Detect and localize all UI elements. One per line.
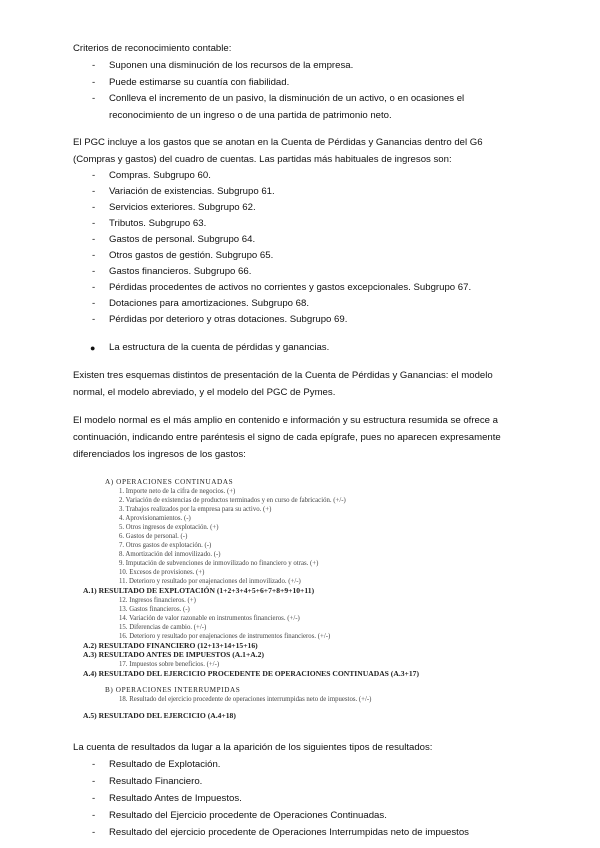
figure-line: 3. Trabajos realizados por la empresa para su activo. (+) — [119, 506, 272, 513]
criterio-item-continuation: reconocimiento de un ingreso o de una partida de patrimonio neto. — [109, 110, 392, 121]
subgroup-item: Compras. Subgrupo 60. — [109, 170, 211, 181]
dash-marker: - — [92, 170, 96, 181]
result-a3: A.3) RESULTADO ANTES DE IMPUESTOS (A.1+A.2) — [83, 650, 264, 659]
dash-marker: - — [92, 218, 96, 229]
result-a4: A.4) RESULTADO DEL EJERCICIO PROCEDENTE DE OPERACIONES CONTINUADAS (A.3+17) — [83, 669, 419, 678]
dash-marker: - — [92, 759, 96, 770]
dash-marker: - — [92, 810, 96, 821]
criterio-item: Suponen una disminución de los recursos de la empresa. — [109, 60, 354, 71]
resultados-intro: La cuenta de resultados da lugar a la aparición de los siguientes tipos de resultados: — [73, 742, 433, 753]
figure-line: 12. Ingresos financieros. (+) — [119, 597, 196, 604]
dash-marker: - — [92, 60, 96, 71]
subgroup-item: Dotaciones para amortizaciones. Subgrupo 68. — [109, 298, 309, 309]
resultado-item: Resultado del ejercicio procedente de Operaciones Interrumpidas neto de impuestos — [109, 827, 469, 838]
figure-line: 2. Variación de existencias de productos terminados y en curso de fabricación. (+/-) — [119, 497, 346, 504]
subgroup-item: Pérdidas procedentes de activos no corrientes y gastos excepcionales. Subgrupo 67. — [109, 282, 472, 293]
figure-line: 17. Impuestos sobre beneficios. (+/-) — [119, 661, 220, 668]
bullet-icon: ● — [90, 343, 96, 353]
dash-marker: - — [92, 234, 96, 245]
dash-marker: - — [92, 314, 96, 325]
criterio-item: Conlleva el incremento de un pasivo, la disminución de un activo, o en ocasiones el — [109, 93, 465, 104]
resultado-item: Resultado Antes de Impuestos. — [109, 793, 242, 804]
result-a5: A.5) RESULTADO DEL EJERCICIO (A.4+18) — [83, 711, 236, 720]
subgroup-item: Gastos financieros. Subgrupo 66. — [109, 266, 252, 277]
dash-marker: - — [92, 186, 96, 197]
figure-line: 14. Variación de valor razonable en instrumentos financieros. (+/-) — [119, 615, 300, 622]
result-a1: A.1) RESULTADO DE EXPLOTACIÓN (1+2+3+4+5+6+7+8+9+10+11) — [83, 586, 315, 595]
pgc-intro-line2: (Compras y gastos) del cuadro de cuentas. Las partidas más habituales de ingresos son: — [73, 154, 452, 165]
dash-marker: - — [92, 827, 96, 838]
figure-line: 15. Diferencias de cambio. (+/-) — [119, 624, 207, 631]
figure-line: 11. Deterioro y resultado por enajenaciones del inmovilizado. (+/-) — [119, 578, 301, 585]
estructura-para1-line2: normal, el modelo abreviado, y el modelo del PGC de Pymes. — [73, 387, 336, 398]
subgroup-item: Otros gastos de gestión. Subgrupo 65. — [109, 250, 274, 261]
resultado-item: Resultado del Ejercicio procedente de Operaciones Continuadas. — [109, 810, 387, 821]
figure-line: 13. Gastos financieros. (-) — [119, 606, 190, 613]
result-a2: A.2) RESULTADO FINANCIERO (12+13+14+15+16) — [83, 641, 258, 650]
figure-line: 8. Amortización del inmovilizado. (-) — [119, 551, 221, 558]
criterio-item: Puede estimarse su cuantía con fiabilidad. — [109, 77, 290, 88]
dash-marker: - — [92, 250, 96, 261]
subgroup-item: Tributos. Subgrupo 63. — [109, 218, 207, 229]
estructura-para2-line3: diferenciados los ingresos de los gastos: — [73, 449, 246, 460]
dash-marker: - — [92, 776, 96, 787]
dash-marker: - — [92, 202, 96, 213]
subgroup-item: Gastos de personal. Subgrupo 64. — [109, 234, 256, 245]
figure-line: 6. Gastos de personal. (-) — [119, 533, 188, 540]
dash-marker: - — [92, 282, 96, 293]
estructura-para2-line1: El modelo normal es el más amplio en contenido e información y su estructura resumida se ofrece a — [73, 415, 498, 426]
dash-marker: - — [92, 77, 96, 88]
figure-line: 4. Aprovisionamientos. (-) — [119, 515, 191, 522]
figure-line: 5. Otros ingresos de explotación. (+) — [119, 524, 219, 531]
figure-line: 10. Excesos de provisiones. (+) — [119, 569, 205, 576]
section-b-heading: B) OPERACIONES INTERRUMPIDAS — [105, 686, 241, 694]
subgroup-item: Variación de existencias. Subgrupo 61. — [109, 186, 275, 197]
dash-marker: - — [92, 266, 96, 277]
figure-line: 7. Otros gastos de explotación. (-) — [119, 542, 212, 549]
estructura-para2-line2: continuación, indicando entre paréntesis el signo de cada epígrafe, pues no aparecen expresamente — [73, 432, 501, 443]
figure-line: 16. Deterioro y resultado por enajenaciones de instrumentos financieros. (+/-) — [119, 633, 331, 640]
figure-line: 18. Resultado del ejercicio procedente de operaciones interrumpidas neto de impuestos. (+/-) — [119, 696, 372, 703]
figure-line: 1. Importe neto de la cifra de negocios. (+) — [119, 488, 236, 495]
subgroup-item: Pérdidas por deterioro y otras dotaciones. Subgrupo 69. — [109, 314, 348, 325]
estructura-heading: La estructura de la cuenta de pérdidas y ganancias. — [109, 342, 330, 353]
pgc-intro-line1: El PGC incluye a los gastos que se anotan en la Cuenta de Pérdidas y Ganancias dentro del G6 — [73, 137, 483, 148]
subgroup-item: Servicios exteriores. Subgrupo 62. — [109, 202, 256, 213]
section-a-heading: A) OPERACIONES CONTINUADAS — [105, 478, 234, 486]
figure-line: 9. Imputación de subvenciones de inmovilizado no financiero y otras. (+) — [119, 560, 319, 567]
dash-marker: - — [92, 298, 96, 309]
resultado-item: Resultado de Explotación. — [109, 759, 221, 770]
estructura-para1-line1: Existen tres esquemas distintos de presentación de la Cuenta de Pérdidas y Ganancias: el modelo — [73, 370, 493, 381]
dash-marker: - — [92, 93, 96, 104]
dash-marker: - — [92, 793, 96, 804]
resultado-item: Resultado Financiero. — [109, 776, 203, 787]
criterios-heading: Criterios de reconocimiento contable: — [73, 43, 232, 54]
income-statement-figure — [83, 474, 528, 724]
